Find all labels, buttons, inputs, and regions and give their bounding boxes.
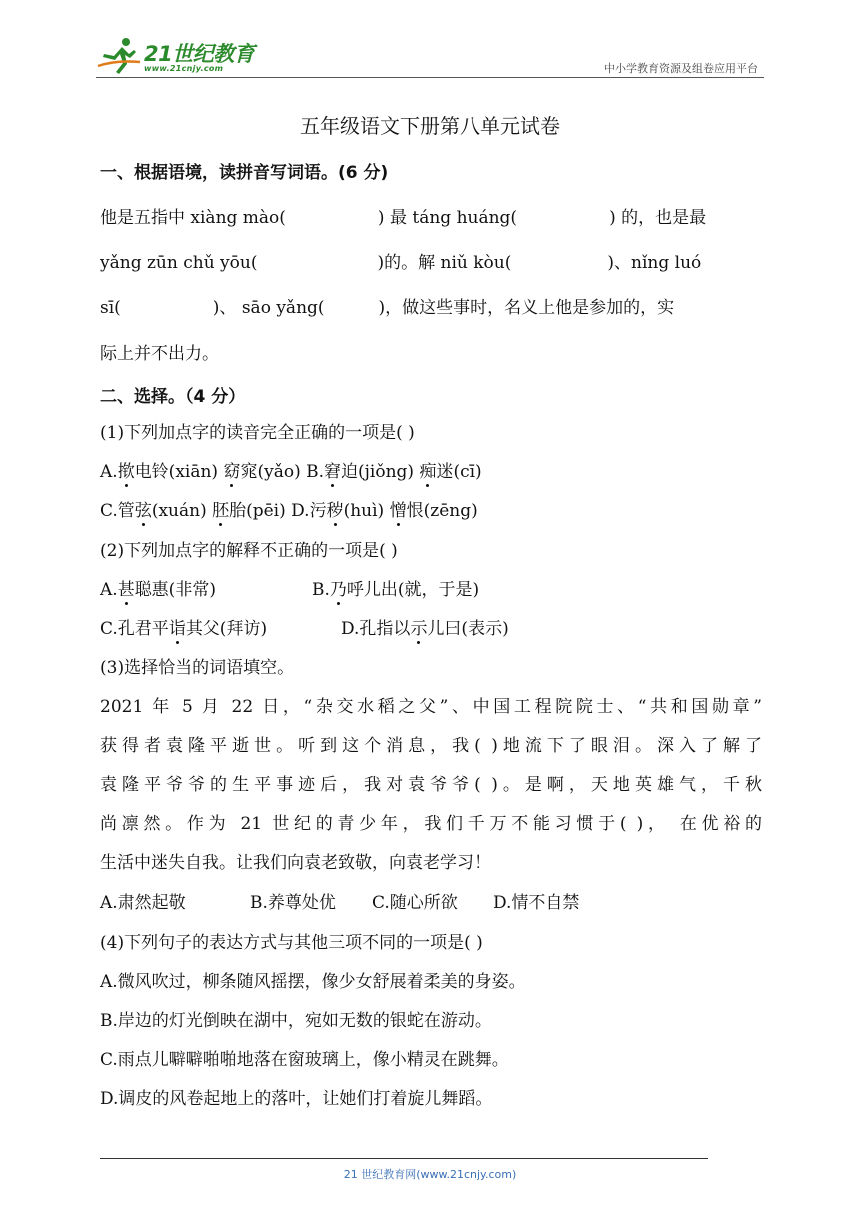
q3-paragraph-line: 袁隆平爷爷的生平事迹后，我对袁爷爷( )。是啊，天地英雄气，千秋 xyxy=(100,775,762,795)
q4-option-d: D.调皮的风卷起地上的落叶，让她们打着旋儿舞蹈。 xyxy=(100,1089,493,1109)
q3-stem: (3)选择恰当的词语填空。 xyxy=(100,658,295,678)
section1-heading: 一、根据语境，读拼音写词语。(6 分) xyxy=(100,163,389,183)
dotted-char: 弦 xyxy=(135,496,152,521)
q3-paragraph-line: 获得者袁隆平逝世。听到这个消息，我( )地流下了眼泪。深入了解了 xyxy=(100,736,762,756)
text-segment: 他是五指中 xiàng mào( xyxy=(100,208,286,228)
q2-option-cd xyxy=(100,614,762,639)
q3-option-c: C.随心所欲 xyxy=(372,893,458,913)
dotted-char: 痴 xyxy=(419,457,436,482)
text-segment: 电铃(xiān) xyxy=(134,462,224,482)
text-segment: sī( xyxy=(100,298,121,318)
text-segment: 迷(cī) xyxy=(436,462,482,482)
platform-name: 中小学教育资源及组卷应用平台 xyxy=(604,62,758,75)
text-segment: 迫(jiǒng) xyxy=(341,462,420,482)
q3-option-d: D.情不自禁 xyxy=(493,893,580,913)
dotted-char: 诣 xyxy=(169,614,186,639)
dotted-char: 胚 xyxy=(212,496,229,521)
q1-stem: (1)下列加点字的读音完全正确的一项是( ) xyxy=(100,423,415,443)
page-header xyxy=(96,34,764,78)
dotted-char: 秽 xyxy=(327,496,344,521)
q4-option-c: C.雨点儿噼噼啪啪地落在窗玻璃上，像小精灵在跳舞。 xyxy=(100,1050,509,1070)
q3-paragraph-line: 生活中迷失自我。让我们向袁老致敬，向袁老学习！ xyxy=(100,853,491,873)
page-title: 五年级语文下册第八单元试卷 xyxy=(300,114,560,138)
dotted-char: 乃 xyxy=(330,575,347,600)
section1-line3 xyxy=(100,293,762,318)
section1-line1 xyxy=(100,203,762,228)
text-segment: 呼儿出(就，于是) xyxy=(346,580,480,600)
logo-url: www.21cnjy.com xyxy=(144,64,224,73)
dotted-char: 甚 xyxy=(118,575,135,600)
dotted-char: 揿 xyxy=(118,457,135,482)
text-segment: 窕(yǎo) B. xyxy=(240,462,325,482)
text-segment: ) 的，也是最 xyxy=(609,208,707,228)
section2-heading: 二、选择。（4 分） xyxy=(100,387,246,407)
text-segment: yǎng zūn chǔ yōu( xyxy=(100,253,258,273)
text-segment: ) 最 táng huáng( xyxy=(377,208,518,228)
section1-line4: 际上并不出力。 xyxy=(100,344,219,364)
dotted-char: 窈 xyxy=(223,457,240,482)
text-segment: 聪惠(非常) xyxy=(134,580,216,600)
text-segment: D.孔指以 xyxy=(341,619,411,639)
text-segment: C.孔君平 xyxy=(100,619,169,639)
text-segment: 胎(pēi) D.污 xyxy=(229,501,327,521)
dotted-char: 窘 xyxy=(324,457,341,482)
logo-text: 21世纪教育 xyxy=(144,42,255,66)
dotted-char: 憎 xyxy=(390,496,407,521)
q3-paragraph-line: 2021 年 5 月 22 日，“杂交水稻之父”、中国工程院院士、“共和国勋章” xyxy=(100,697,762,717)
q3-paragraph-line: 尚凛然。作为 21 世纪的青少年，我们千万不能习惯于( )， 在优裕的 xyxy=(100,814,762,834)
dotted-char: 示 xyxy=(410,614,427,639)
text-segment: (huì) xyxy=(343,501,390,521)
text-segment: A. xyxy=(100,580,118,600)
footer-link[interactable]: 21 世纪教育网(www.21cnjy.com) xyxy=(343,1168,517,1181)
q3-option-b: B.养尊处优 xyxy=(250,893,336,913)
text-segment: )的。解 niǔ kòu( xyxy=(377,253,512,273)
q1-option-cd xyxy=(100,496,762,521)
text-segment: )、nǐng luó xyxy=(607,253,702,273)
text-segment: 儿曰(表示) xyxy=(427,619,509,639)
section1-line2 xyxy=(100,248,762,273)
header-divider xyxy=(96,77,764,78)
text-segment: )，做这些事时，名义上他是参加的，实 xyxy=(378,298,675,318)
footer-divider xyxy=(100,1158,708,1159)
q2-stem: (2)下列加点字的解释不正确的一项是( ) xyxy=(100,541,398,561)
q4-option-a: A.微风吹过，柳条随风摇摆，像少女舒展着柔美的身姿。 xyxy=(100,972,526,992)
q2-option-ab xyxy=(100,575,762,600)
text-segment: C.管 xyxy=(100,501,135,521)
q4-option-b: B.岸边的灯光倒映在湖中，宛如无数的银蛇在游动。 xyxy=(100,1011,492,1031)
text-segment: B. xyxy=(312,580,330,600)
text-segment: (xuán) xyxy=(151,501,213,521)
text-segment: 其父(拜访) xyxy=(185,619,268,639)
text-segment: A. xyxy=(100,462,118,482)
q3-option-a: A.肃然起敬 xyxy=(100,893,186,913)
runner-icon xyxy=(96,36,142,76)
text-segment: 恨(zēng) xyxy=(406,501,478,521)
text-segment: )、 sāo yǎng( xyxy=(212,298,325,318)
q1-option-ab xyxy=(100,457,762,482)
q4-stem: (4)下列句子的表达方式与其他三项不同的一项是( ) xyxy=(100,933,483,953)
site-logo[interactable] xyxy=(96,34,266,78)
